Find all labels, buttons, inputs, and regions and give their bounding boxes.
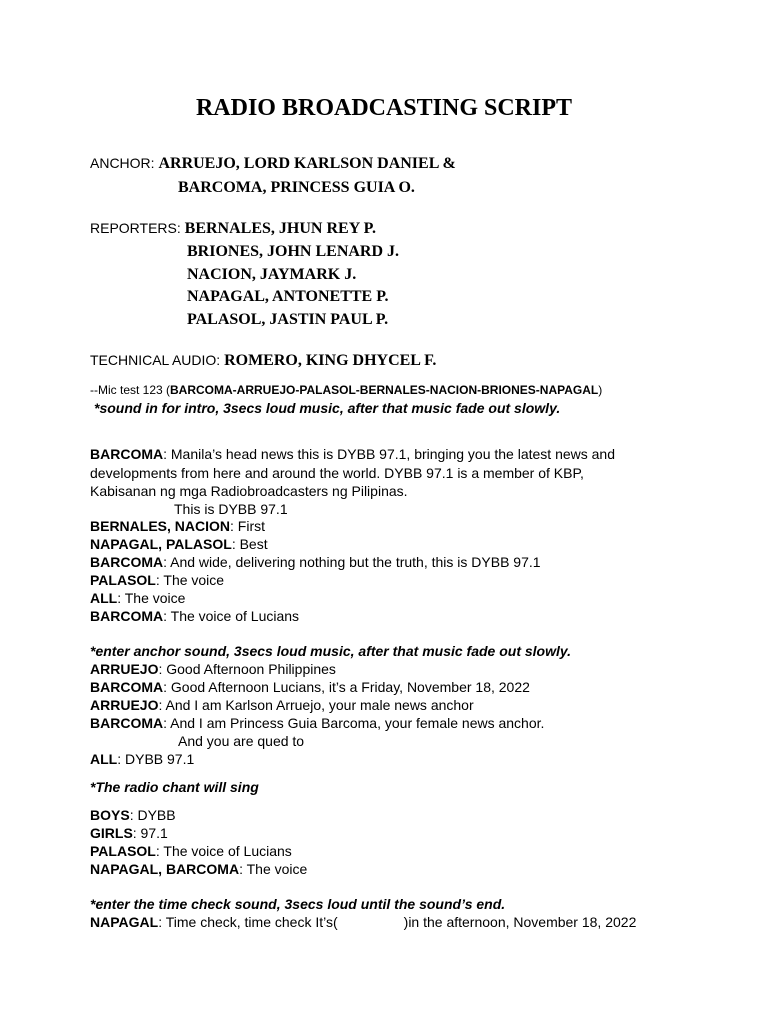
script-line [90,824,168,842]
reporter-line-4 [187,287,389,306]
technical-name: ROMERO, KING DHYCEL F. [224,352,437,369]
speaker: BERNALES, NACION [90,518,231,534]
script-line [90,553,541,571]
reporter-name-1: BERNALES, JHUN REY P. [184,220,376,237]
dialogue: )in the afternoon, November 18, 2022 [403,914,637,930]
speaker: GIRLS [90,825,133,841]
script-line [90,696,474,714]
dialogue: : Best [231,536,268,552]
speaker: BARCOMA [90,608,164,624]
reporter-line-2 [187,242,399,261]
script-line [90,445,615,463]
anchor-label: ANCHOR: [90,155,155,171]
script-line [90,842,292,860]
dialogue: : The voice of Lucians [163,608,300,624]
dialogue: : 97.1 [132,825,168,841]
technical-line [90,351,436,370]
dialogue: : Good Afternoon Lucians, it’s a Friday, November 18, 2022 [163,679,530,695]
speaker: PALASOL [90,843,156,859]
anchor-name-2: BARCOMA, PRINCESS GUIA O. [178,179,415,196]
reporter-line-3 [187,265,356,284]
script-line [90,589,185,607]
dialogue: This is DYBB 97.1 [174,501,288,517]
direction-intro: *sound in for intro, 3secs loud music, after that music fade out slowly. [94,400,561,416]
dialogue: : The voice [239,861,308,877]
speaker: BARCOMA [90,679,164,695]
script-line [90,571,224,589]
reporter-line-5 [187,310,388,329]
mic-test-line [90,381,602,399]
dialogue: : DYBB 97.1 [117,751,195,767]
speaker: BOYS [90,807,130,823]
speaker: BARCOMA [90,554,164,570]
script-line [90,714,544,732]
speaker: PALASOL [90,572,156,588]
reporter-name-4: NAPAGAL, ANTONETTE P. [187,288,389,305]
dialogue: : And I am Princess Guia Barcoma, your female news anchor. [163,715,545,731]
script-line [90,517,265,535]
dialogue: : The voice [155,572,225,588]
dialogue: : The voice of Lucians [155,843,292,859]
dialogue: : DYBB [129,807,176,823]
script-line [90,660,336,678]
dialogue: : Good Afternoon Philippines [158,661,336,677]
dialogue: And you are qued to [178,733,305,749]
dialogue: : Time check, time check It’s( [158,914,338,930]
direction-anchor-sound: *enter anchor sound, 3secs loud music, after that music fade out slowly. [90,643,572,659]
dialogue: : Manila’s head news this is DYBB 97.1, bringing you the latest news and [163,446,615,462]
reporters-line [90,219,376,238]
reporter-name-3: NACION, JAYMARK J. [187,266,357,283]
speaker: NAPAGAL, BARCOMA [90,861,240,877]
reporter-name-5: PALASOL, JASTIN PAUL P. [187,311,389,328]
mic-test-prefix: --Mic test 123 ( [90,383,171,397]
direction-time-check: *enter the time check sound, 3secs loud until the sound’s end. [90,896,506,912]
dialogue: : The voice [117,590,186,606]
dialogue: : And wide, delivering nothing but the truth, this is DYBB 97.1 [163,554,541,570]
script-line [90,678,530,696]
script-line [90,806,176,824]
speaker: ARRUEJO [90,661,159,677]
speaker: ALL [90,751,118,767]
script-line [90,535,268,553]
technical-label: TECHNICAL AUDIO: [90,352,221,368]
dialogue: : First [230,518,266,534]
speaker: NAPAGAL, PALASOL [90,536,232,552]
dialogue: Kabisanan ng mga Radiobroadcasters ng Pilipinas. [90,483,408,499]
script-line [90,913,636,931]
anchor-line [90,154,456,173]
script-line [90,607,299,625]
document-title: RADIO BROADCASTING SCRIPT [195,95,573,121]
script-line [174,500,288,518]
dialogue: : And I am Karlson Arruejo, your male news anchor [158,697,474,713]
speaker: BARCOMA [90,446,164,462]
speaker: ARRUEJO [90,697,159,713]
anchor-name-1: ARRUEJO, LORD KARLSON DANIEL & [158,155,456,172]
script-line [90,482,408,500]
speaker: NAPAGAL [90,914,159,930]
mic-test-names: BARCOMA-ARRUEJO-PALASOL-BERNALES-NACION-BRIONES-NAPAGAL [170,383,599,397]
reporter-name-2: BRIONES, JOHN LENARD J. [187,243,400,260]
mic-test-suffix: ) [598,383,603,397]
anchor-line-2 [178,178,415,197]
reporters-label: REPORTERS: [90,220,181,236]
direction-chant: *The radio chant will sing [90,779,259,795]
dialogue: developments from here and around the world. DYBB 97.1 is a member of KBP, [90,465,584,481]
script-line [90,750,194,768]
speaker: ALL [90,590,118,606]
script-line [178,732,304,750]
script-line [90,464,584,482]
script-line [90,860,307,878]
speaker: BARCOMA [90,715,164,731]
